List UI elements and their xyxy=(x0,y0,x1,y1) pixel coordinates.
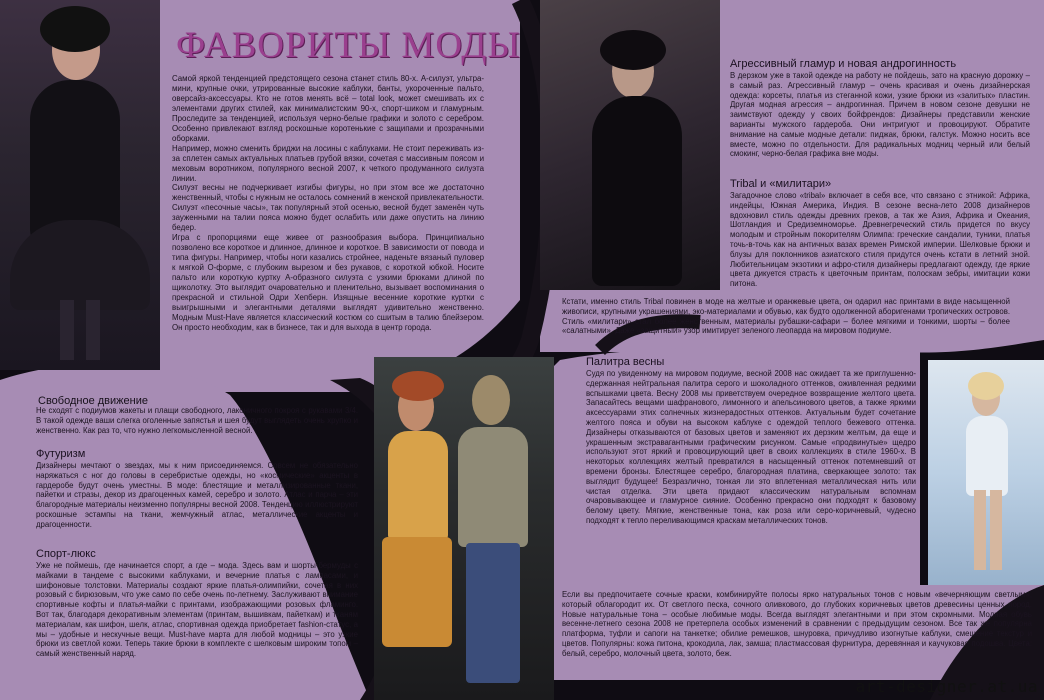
intro-paragraph: Силуэт весны не подчеркивает изгибы фигуры, но при этом все же достаточно женственный, чтобы с нужным не осталось сомнений в женской привлекательности. Силуэт «песочные часы», так популярный этой осенью, весной будет заменён чуть зауженными на талии пояса можно будет ослабить или даже опустить на линию бедер. xyxy=(172,183,484,233)
tribal-continuation: Кстати, именно стиль Tribal повинен в моде на желтые и оранжевые цвета, он одарил нас принтами в виде насыщенной живописи, крупными украшениями, эко-материалами и обувью, как будто одолженной аборигенами тропических островов. Стиль «милитари» стал более женственным, материалы рубашки-сафари – более мягкими и тонкими, шорты – более «салатными». Даже «защитный» узор имитирует зеленого леопарда на мировом подиуме. xyxy=(562,297,1010,336)
page-title: ФАВОРИТЫ МОДЫ xyxy=(176,25,521,66)
section-body-aggressive-glamour: В дерзком уже в такой одежде на работу не пойдешь, зато на красную дорожку – в самый раз. Агрессивный гламур – очень красивая и очень дизайнерская одежда: корсеты, платья из стеганной кожи, узкие брюки из «залитых» пластин. Другая модная агрессия – андрогинная. Причем в новом сезоне девушки не заимствуют одежду у своих бойфрендов: Дизайнеры представили женские варианты мужского гардероба. Они интригуют и провоцируют. Обратите внимание на самые модные детали: пиджак, брюки, галстук. Можно носить все вместе, можно по отдельности. Для радикальных модниц черный или белый смокинг, черно-белая графика вне моды. xyxy=(730,71,1030,159)
photo-model-top-right xyxy=(540,0,720,290)
section-body-palette: Судя по увиденному на мировом подиуме, весной 2008 нас ожидает та же приглушенно-сдержанная нейтральная палитра серого и шоколадного оттенков, оживленная редкими вспышками цвета. Весну 2008 мы приветствуем очередное возвращение желтого цвета. Запасайтесь вещами шафранового, лимонного и апельсинового цветов, а также яркими аксессуарами этих солнечных жизнерадостных оттенков. Актуальным будет сочетание желтого пояса и обуви на высоком каблуке с одеждой теплого бежевого оттенка. Дизайнеры отказываются от базовых цветов и заменяют их дерзким желтым, да еще и украшенным экстравагантными графическим рисунком. Самые «продвинутые» щедро используют этот яркий и провоцирующий цвет в своих коллекциях в стиле 1960-х. В некоторых коллекциях желтый превратился в насыщенный оттенок потемневший от времени бронзы. Блестящее серебро, благородная платина, сверкающее золото: так выглядит будущее! Безразлично, тонкая ли это вплетенная металлическая нить или чистая отделка. Эти цвета придают классическим натуральным вспомнам очаровывающее и гламурное сияние. Особенно прекрасно они подходят к базовому белому цвету. Мягкие, женственные тона, как роза или серо-коричневый, чудесно подходят к тепло переливающимся краскам металлических тонов. xyxy=(586,369,916,525)
photo-model-right xyxy=(928,360,1044,585)
section-heading-aggressive-glamour: Агрессивный гламур и новая андрогинность xyxy=(730,58,957,70)
bottom-article: Если вы предпочитаете сочные краски, комбинируйте полосы ярко натуральных тонов с новым «вечерняющим светлым», который облагородит их. От светлого песка, сочного оливкового, до глубоких коричневых цветов древесины ценных пород. Новые натуральные тона – особые любимые моды. Всегда выглядят элегантными и при этом скромными. Модная обувь весенне-летнего сезона 2008 не претерпела особых изменений в сравнении с предыдущим сезоном. Все так же популярна платформа, туфли и сапоги на танкетке; обилие ремешков, шнуровка, причудливо изогнутые каблуки, смешение текстур и цветов. Популярны: кожа питона, крокодила, лак, замша; пластмассовая фурнитура, деревянная и каучуковая подошва. Цвета: белый, серебро, молочный цвета, золото, беж. xyxy=(562,590,1032,658)
intro-paragraph: Например, можно сменить бриджи на лосины с каблуками. Не стоит переживать из-за сплетен самых актуальных платьев грубой вязки, сочетая с массивным поясом и меховым воротником, популярного весной 2007, к четкого продуманного силуэта линии. xyxy=(172,143,484,183)
section-body-tribal: Загадочное слово «tribal» включает в себя все, что связано с этникой: Африка, индейцы, Южная Америка, Индия. В сезоне весна-лето 2008 дизайнеров вдохновил стиль одежды древних греков, а так же Азия, Африка и Океания, Шотландия и Средиземноморье. Древнегреческий стиль придется по вкусу молодым и стройным покорителям Олимпа: греческие сандалии, туники, платья точь-в-точь как на античных вазах времен Римской империи. Шелковые брюки и блузы для поклонников азиатского стиля придутся очень кстати в летний зной. Любительницам экзотики и афро-стиля дизайнеры предлагают одежду, где яркие цвета дикуется страсть к цветочным принтам, полоскам зебры, имитации кожи питона. xyxy=(730,191,1030,289)
section-heading-sport-lux: Спорт-люкс xyxy=(36,548,96,560)
intro-paragraph: Игра с пропорциями еще живее от разнообразия выбора. Принципиально позволено все короткое и длинное, длинное и короткое. В зависимости от повода и типа фигуры. Например, чтобы ноги казались стройнее, наденьте вязаный пуловер к мягкой О-форме, с глубоким вырезом и без рукавов, с короткой юбкой. Носите пальто или короткую куртку А-образного силуэта с узкими брюками длиной по щиколотку. Это выглядит очаровательно и пленительно, вызывает воспоминания о прекрасной и стильной Одри Хепберн. Изящные весенние короткие куртки с выигрышными и элегантными деталями выглядят удивительно женственно. Модным Must-Have является классический костюм со сшитым в талию блейзером. Он просто необходим, как в бизнесе, так и для выхода в центр города. xyxy=(172,233,484,332)
section-heading-free-movement: Свободное движение xyxy=(38,395,148,407)
section-heading-palette: Палитра весны xyxy=(586,356,665,368)
section-body-free-movement: Не сходят с подиумов жакеты и плащи свободного, лаконичного покроя с рукавами 3/4. В такой одежде ваши слегка оголенные запястья и шея будут выглядеть очень хрупко и женственно. Как раз то, что нужно легкомысленной весной. xyxy=(36,406,358,435)
watermark: art-designer.at.ua xyxy=(855,677,1038,696)
section-heading-futurism: Футуризм xyxy=(36,448,86,460)
section-heading-tribal: Tribal и «милитари» xyxy=(730,178,832,190)
section-body-sport-lux: Уже не поймешь, где начинается спорт, а где – мода. Здесь вам и шорты-бермуды с майками в тандеме с высокими каблуками, и вечерние платья с лампасами, и шифоновые толстовки. Материалы создают яркие платья-олимпийки, сочетая в них розовый с бирюзовым, что уже само по себе очень по-летнему. Заслуживают внимание спортивные кофты и платья-майки с принтами, изображающими розовых фламинго. Вот так, благодаря декоративным элементам (принтам, вышивкам, пайеткам) и тканям материалам, как шифон, шелк, атлас, спортивная одежда приобретает fashion-статус, а мы – удобные и нескучные вещи. Must-have марта для любой модницы – это узкие брюки из светлой кожи. Теперь такие брюки в комплекте с шелковым широким топом – самый женственный наряд. xyxy=(36,561,358,659)
intro-paragraph: Самой яркой тенденцией предстоящего сезона станет стиль 80-х. А-силуэт, ультра-мини, крупные очки, утрированные высокие каблуки, банты, укороченные пальто, оверсайз-аксессуары. Кто не готов менять всё – total look, может смешивать их с элементами других стилей, как минималистским 90-х, спорт-шиком и гламурным. Проследите за тенденцией, используя черно-белые графики и золото с серебром. Особенно привлекают взгляд роскошные коротенькие с защипами и прозрачными оборками. xyxy=(172,74,484,143)
section-body-futurism: Дизайнеры мечтают о звездах, мы к ним присоединяемся. Совсем не обязательно наряжаться с ног до головы в серебристые одежды, но «космические» акценты в гардеробе будут очень уместны. В моде: блестящие и металлизированные ткани, пайетки и стразы, декор из драгоценных камей, серебро и золото. Атлас и парча – эти благородные материалы неизменно популярны весной 2008. Тенденцию иллюстрируют роскошные эстампы на ткани, жемчужный атлас, металлические акценты и драгоценности. xyxy=(36,461,358,529)
photo-couple-center xyxy=(374,357,554,700)
photo-model-left xyxy=(0,0,160,370)
intro-article xyxy=(172,74,484,333)
